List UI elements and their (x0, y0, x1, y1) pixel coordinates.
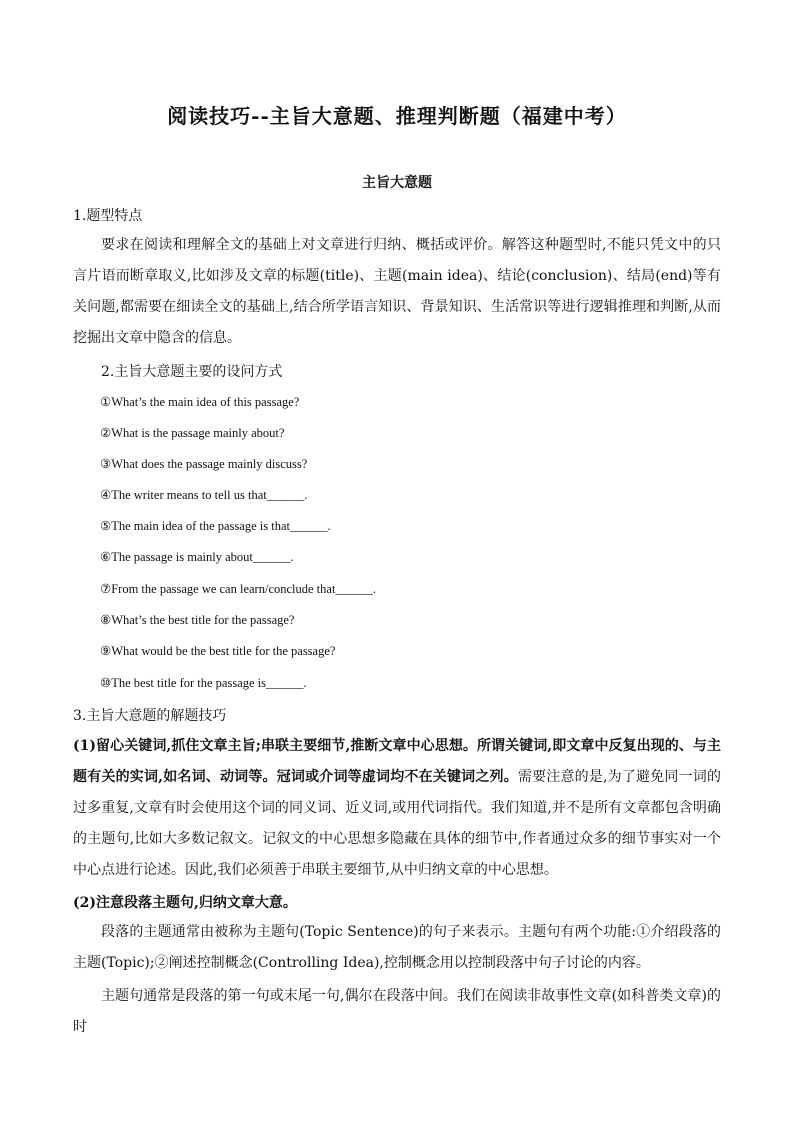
question-item: ①What’s the main idea of this passage? (100, 395, 300, 409)
question-item: ⑥The passage is mainly about______. (100, 550, 294, 564)
tip-1-bold: (1)留心关键词,抓住文章主旨;串联主要细节,推断文章中心思想。所谓关键词,即文章中反复出现的、与主题有关的实词,如名词、动词等。冠词或介词等虚词均不在关键词之列。 (73, 738, 721, 785)
section-2-heading: 2.主旨大意题主要的设问方式 (101, 364, 283, 380)
section-1-heading: 1.题型特点 (73, 208, 143, 224)
document-title: 阅读技巧--主旨大意题、推理判断题（福建中考） (167, 104, 627, 128)
tip-1-rest: 需要注意的是,为了避免同一词的过多重复,文章有时会使用这个词的同义词、近义词,或用代词指代。我们知道,并不是所有文章都包含明确的主题句,比如大多数记叙文。记叙文的中心思想多隐藏在具体的细节中,作者通过众多的细节事实对一个中心点进行论述。因此,我们必须善于串联主要细节,从中归纳文章的中心思想。 (73, 769, 721, 878)
question-item: ⑤The main idea of the passage is that______. (100, 519, 331, 533)
section-1-paragraph: 要求在阅读和理解全文的基础上对文章进行归纳、概括或评价。解答这种题型时,不能只凭文中的只言片语而断章取义,比如涉及文章的标题(title)、主题(main idea)、结论(conclusion)、结局(end)等有关问题,都需要在细读全文的基础上,结合所学语言知识、背景知识、生活常识等进行逻辑推理和判断,从而挖掘出文章中隐含的信息。 (73, 237, 721, 346)
tip-2-paragraph-2: 主题句通常是段落的第一句或末尾一句,偶尔在段落中间。我们在阅读非故事性文章(如科普类文章)的时 (73, 988, 721, 1035)
question-item: ⑧What’s the best title for the passage? (100, 613, 295, 627)
question-item: ③What does the passage mainly discuss? (100, 457, 308, 471)
question-item: ④The writer means to tell us that______. (100, 488, 308, 502)
question-item: ②What is the passage mainly about? (100, 426, 285, 440)
question-item: ⑦From the passage we can learn/conclude that______. (100, 582, 377, 596)
question-item: ⑨What would be the best title for the passage? (100, 644, 336, 658)
tip-2-paragraph-1: 段落的主题通常由被称为主题句(Topic Sentence)的句子来表示。主题句有两个功能:①介绍段落的主题(Topic);②阐述控制概念(Controlling Idea),控制概念用以控制段落中句子讨论的内容。 (73, 924, 721, 971)
tip-1-paragraph (73, 731, 721, 886)
section-title: 主旨大意题 (362, 175, 432, 191)
question-item: ⑩The best title for the passage is______. (100, 676, 307, 690)
section-3-heading: 3.主旨大意题的解题技巧 (73, 708, 227, 724)
tip-2-heading: (2)注意段落主题句,归纳文章大意。 (73, 895, 297, 911)
